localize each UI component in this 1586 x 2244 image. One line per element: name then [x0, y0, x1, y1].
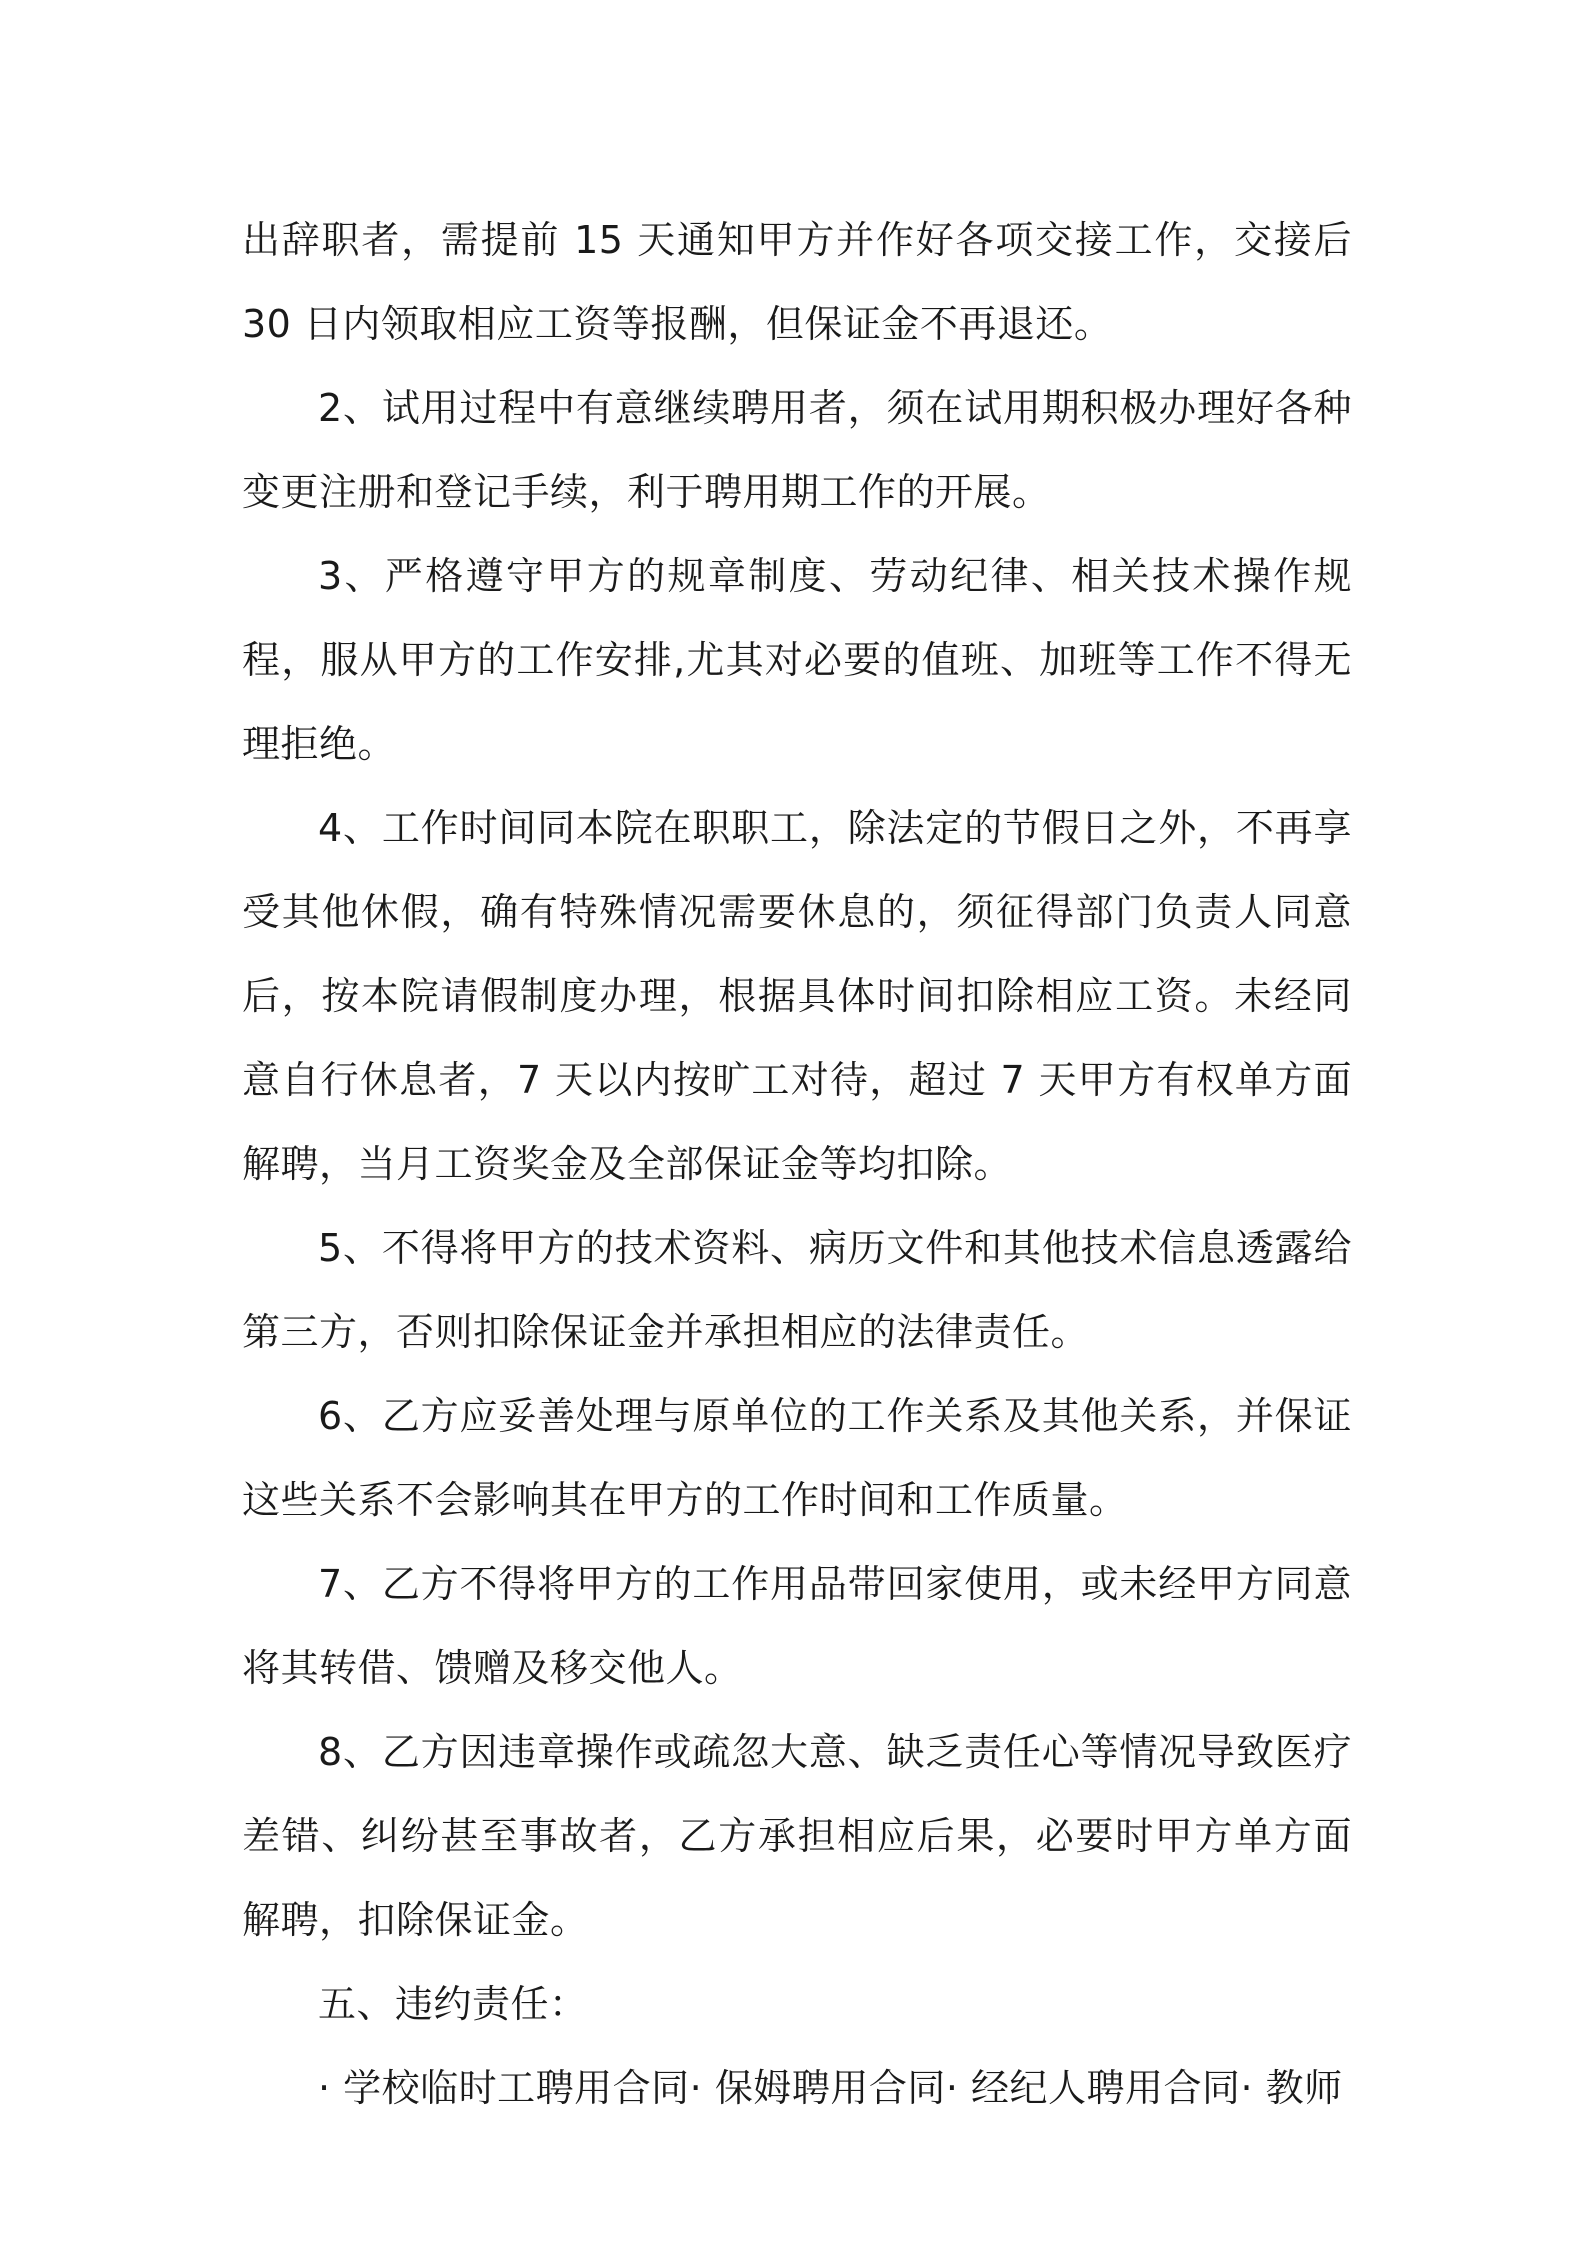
clause-2: 2、试用过程中有意继续聘用者，须在试用期积极办理好各种变更注册和登记手续，利于聘用期工作的开展。 — [242, 386, 1352, 514]
related-links-line: · 学校临时工聘用合同· 保姆聘用合同· 经纪人聘用合同· 教师 — [318, 2066, 1343, 2110]
clause-6: 6、乙方应妥善处理与原单位的工作关系及其他关系，并保证这些关系不会影响其在甲方的工作时间和工作质量。 — [242, 1394, 1352, 1522]
clause-8: 8、乙方因违章操作或疏忽大意、缺乏责任心等情况导致医疗差错、纠纷甚至事故者，乙方承担相应后果，必要时甲方单方面解聘，扣除保证金。 — [242, 1730, 1352, 1942]
section-heading-breach-liability: 五、违约责任： — [318, 1982, 588, 2026]
clause-7: 7、乙方不得将甲方的工作用品带回家使用，或未经甲方同意将其转借、馈赠及移交他人。 — [242, 1562, 1352, 1690]
document-page — [242, 198, 1352, 2130]
clause-4: 4、工作时间同本院在职职工，除法定的节假日之外，不再享受其他休假，确有特殊情况需要休息的，须征得部门负责人同意后，按本院请假制度办理，根据具体时间扣除相应工资。未经同意自行休息者，7 天以内按旷工对待，超过 7 天甲方有权单方面解聘，当月工资奖金及全部保证金等均扣除。 — [242, 806, 1352, 1186]
clause-3: 3、严格遵守甲方的规章制度、劳动纪律、相关技术操作规程，服从甲方的工作安排,尤其对必要的值班、加班等工作不得无理拒绝。 — [242, 554, 1352, 766]
clause-5: 5、不得将甲方的技术资料、病历文件和其他技术信息透露给第三方，否则扣除保证金并承担相应的法律责任。 — [242, 1226, 1352, 1354]
paragraph-continuation: 出辞职者，需提前 15 天通知甲方并作好各项交接工作，交接后 30 日内领取相应工资等报酬，但保证金不再退还。 — [242, 218, 1352, 346]
